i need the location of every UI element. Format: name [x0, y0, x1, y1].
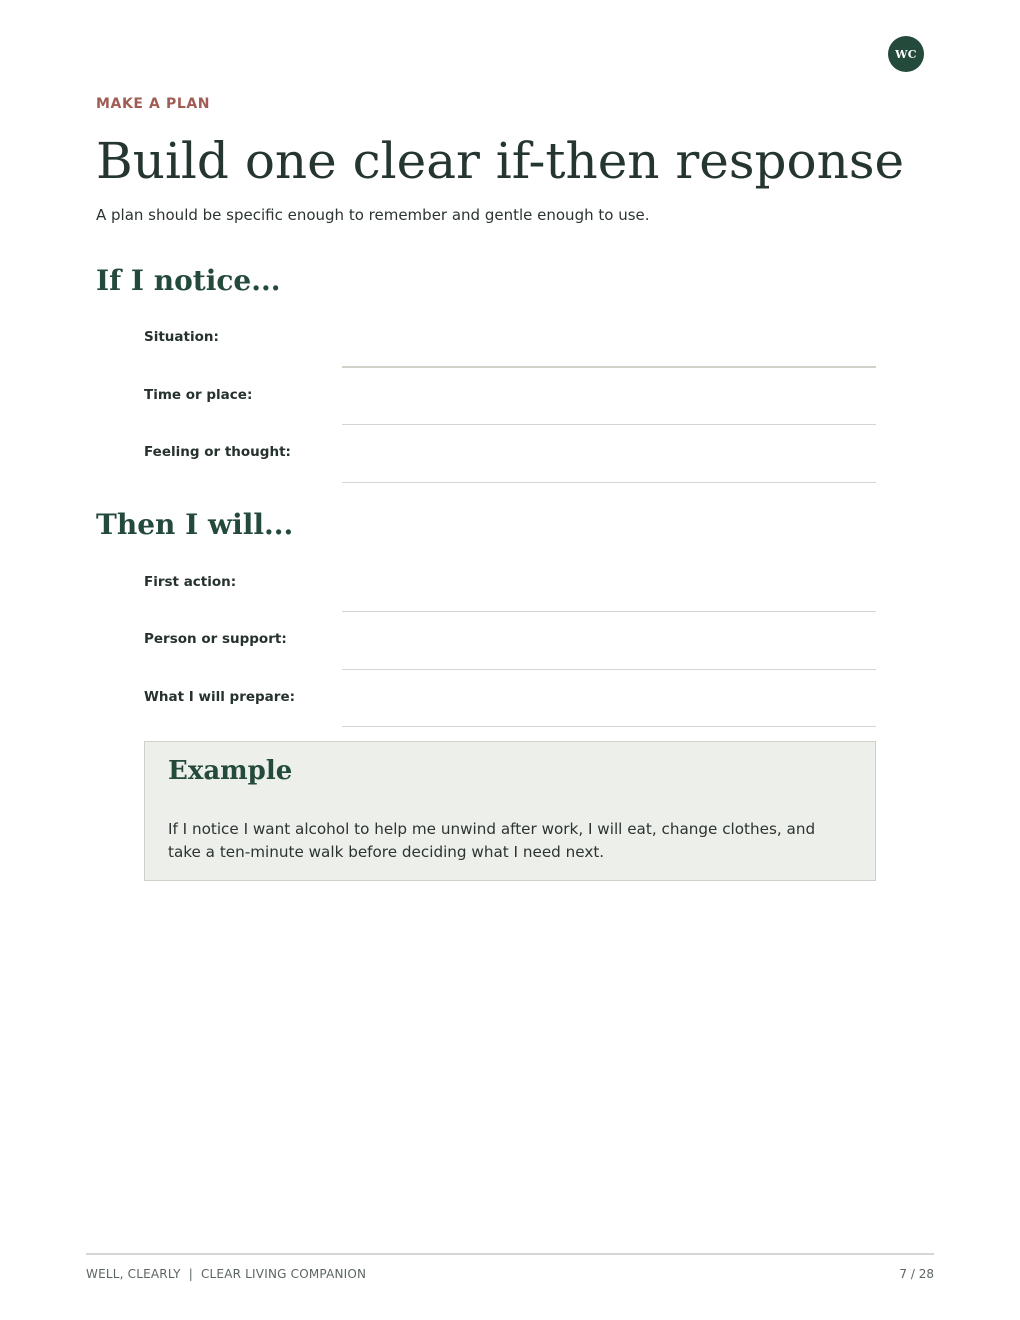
time-or-place-field[interactable] [342, 424, 876, 425]
page-lede: A plan should be specific enough to remember and gentle enough to use. [96, 206, 650, 224]
feeling-or-thought-label: Feeling or thought: [144, 444, 291, 460]
person-or-support-field[interactable] [342, 669, 876, 670]
first-action-field[interactable] [342, 611, 876, 612]
time-or-place-label: Time or place: [144, 387, 253, 403]
page-title: Build one clear if-then response [96, 132, 905, 190]
feeling-or-thought-field[interactable] [342, 482, 876, 483]
situation-field[interactable] [342, 366, 876, 368]
person-or-support-label: Person or support: [144, 631, 287, 647]
brand-logo-badge: WC [888, 36, 924, 72]
example-callout [144, 741, 876, 881]
first-action-label: First action: [144, 574, 237, 590]
action-section-heading: Then I will... [96, 508, 294, 541]
section-eyebrow: MAKE A PLAN [96, 96, 211, 112]
footer-divider [86, 1253, 934, 1255]
footer-publication-title: WELL, CLEARLY | CLEAR LIVING COMPANION [86, 1267, 367, 1281]
page-number: 7 / 28 [899, 1267, 934, 1281]
example-title: Example [168, 756, 293, 786]
what-i-will-prepare-field[interactable] [342, 726, 876, 727]
example-text: If I notice I want alcohol to help me unwind after work, I will eat, change clothes, and take a ten-minute walk before deciding what I need next. [168, 820, 816, 861]
notice-section-heading: If I notice... [96, 264, 281, 297]
situation-label: Situation: [144, 329, 219, 345]
what-i-will-prepare-label: What I will prepare: [144, 689, 296, 705]
